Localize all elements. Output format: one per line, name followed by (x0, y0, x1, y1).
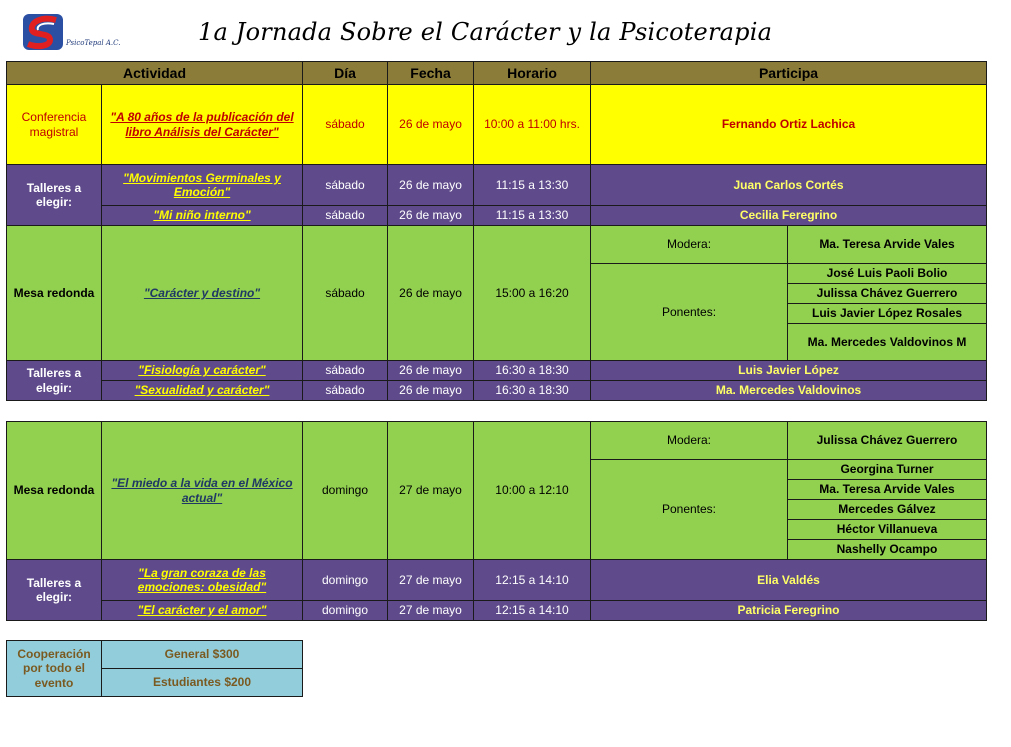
participant-cell: Luis Javier López (591, 361, 987, 381)
activity-type: Conferencia magistral (7, 85, 102, 165)
date-cell: 26 de mayo (388, 85, 474, 165)
day-cell: sábado (303, 361, 388, 381)
participant-cell: Patricia Feregrino (591, 601, 987, 621)
cooperacion-label: Cooperación por todo el evento (7, 641, 102, 697)
activity-type: Talleres a elegir: (7, 165, 102, 226)
price-estudiantes: Estudiantes $200 (102, 669, 303, 697)
activity-title: "Carácter y destino" (102, 226, 303, 361)
ponente-cell: José Luis Paoli Bolio (788, 264, 987, 284)
table-row (7, 641, 303, 669)
activity-title: "El miedo a la vida en el México actual" (102, 422, 303, 560)
activity-title: "Movimientos Germinales y Emoción" (102, 165, 303, 206)
col-dia: Día (303, 62, 388, 85)
day-cell: sábado (303, 206, 388, 226)
ponente-cell: Georgina Turner (788, 460, 987, 480)
activity-type: Talleres a elegir: (7, 361, 102, 401)
date-cell: 27 de mayo (388, 601, 474, 621)
activity-title: "La gran coraza de las emociones: obesidad" (102, 560, 303, 601)
table-row (7, 85, 987, 165)
cooperacion-table (6, 640, 303, 697)
time-cell: 16:30 a 18:30 (474, 381, 591, 401)
modera-label: Modera: (591, 422, 788, 460)
time-cell: 11:15 a 13:30 (474, 165, 591, 206)
activity-type: Mesa redonda (7, 226, 102, 361)
table-row (7, 206, 987, 226)
date-cell: 27 de mayo (388, 560, 474, 601)
ponente-cell: Ma. Mercedes Valdovinos M (788, 324, 987, 361)
moderator-cell: Julissa Chávez Guerrero (788, 422, 987, 460)
activity-title: "Sexualidad y carácter" (102, 381, 303, 401)
time-cell: 15:00 a 16:20 (474, 226, 591, 361)
col-actividad: Actividad (7, 62, 303, 85)
ponentes-label: Ponentes: (591, 264, 788, 361)
table-row (7, 381, 987, 401)
participant-cell: Fernando Ortiz Lachica (591, 85, 987, 165)
participant-cell: Juan Carlos Cortés (591, 165, 987, 206)
ponente-cell: Julissa Chávez Guerrero (788, 284, 987, 304)
table-row (7, 601, 987, 621)
date-cell: 26 de mayo (388, 165, 474, 206)
activity-title: "El carácter y el amor" (102, 601, 303, 621)
time-cell: 12:15 a 14:10 (474, 601, 591, 621)
activity-title: "A 80 años de la publicación del libro Análisis del Carácter" (102, 85, 303, 165)
day-cell: sábado (303, 85, 388, 165)
table-row (7, 361, 987, 381)
activity-title: "Mi niño interno" (102, 206, 303, 226)
day-cell: sábado (303, 165, 388, 206)
col-participa: Participa (591, 62, 987, 85)
activity-type: Mesa redonda (7, 422, 102, 560)
date-cell: 26 de mayo (388, 226, 474, 361)
date-cell: 26 de mayo (388, 361, 474, 381)
table-row (7, 226, 987, 264)
day-cell: domingo (303, 601, 388, 621)
ponente-cell: Luis Javier López Rosales (788, 304, 987, 324)
ponente-cell: Mercedes Gálvez (788, 500, 987, 520)
schedule-table (6, 61, 987, 401)
header-row (7, 62, 987, 85)
activity-title: "Fisiología y carácter" (102, 361, 303, 381)
logo-text: PsicoTepal A.C. (66, 39, 121, 47)
date-cell: 26 de mayo (388, 206, 474, 226)
time-cell: 11:15 a 13:30 (474, 206, 591, 226)
time-cell: 10:00 a 12:10 (474, 422, 591, 560)
ponente-cell: Nashelly Ocampo (788, 540, 987, 560)
schedule-table-day2 (6, 421, 987, 621)
col-horario: Horario (474, 62, 591, 85)
time-cell: 12:15 a 14:10 (474, 560, 591, 601)
activity-type: Talleres a elegir: (7, 560, 102, 621)
table-row (7, 560, 987, 601)
table-row (7, 165, 987, 206)
time-cell: 10:00 a 11:00 hrs. (474, 85, 591, 165)
table-row (7, 422, 987, 460)
date-cell: 26 de mayo (388, 381, 474, 401)
psicotepal-logo-icon (20, 14, 120, 54)
price-general: General $300 (102, 641, 303, 669)
time-cell: 16:30 a 18:30 (474, 361, 591, 381)
ponente-cell: Ma. Teresa Arvide Vales (788, 480, 987, 500)
participant-cell: Ma. Mercedes Valdovinos (591, 381, 987, 401)
moderator-cell: Ma. Teresa Arvide Vales (788, 226, 987, 264)
day-cell: sábado (303, 226, 388, 361)
date-cell: 27 de mayo (388, 422, 474, 560)
page-title: 1a Jornada Sobre el Carácter y la Psicoterapia (198, 18, 773, 46)
ponente-cell: Héctor Villanueva (788, 520, 987, 540)
col-fecha: Fecha (388, 62, 474, 85)
day-cell: sábado (303, 381, 388, 401)
day-cell: domingo (303, 422, 388, 560)
participant-cell: Elia Valdés (591, 560, 987, 601)
ponentes-label: Ponentes: (591, 460, 788, 560)
modera-label: Modera: (591, 226, 788, 264)
participant-cell: Cecilia Feregrino (591, 206, 987, 226)
day-cell: domingo (303, 560, 388, 601)
